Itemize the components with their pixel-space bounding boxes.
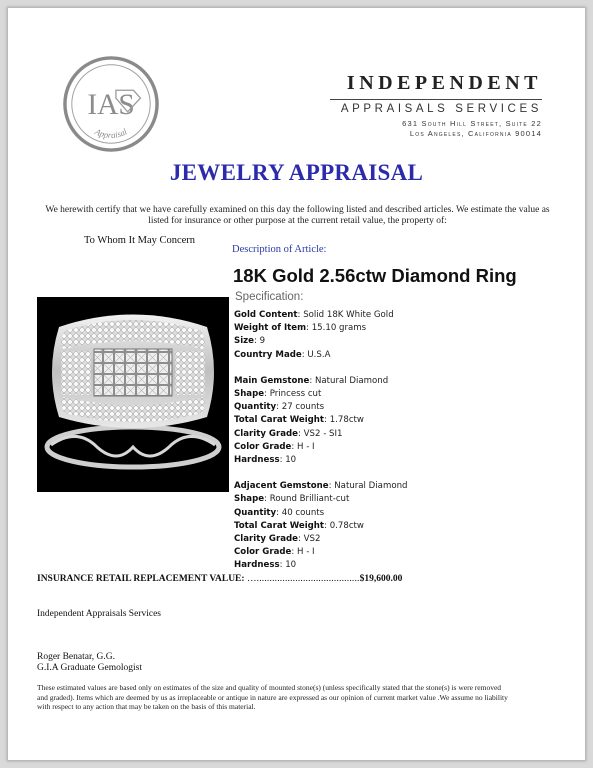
description-label: Description of Article: — [232, 244, 327, 255]
specification-label: Specification: — [235, 291, 304, 303]
ias-logo — [62, 55, 160, 153]
disclaimer-text: These estimated values are based only on estimates of the size and quality of mounted stone(s) (unless specifically stated that the stone(s) is were removed and graded). Items which are deemed by us as irreplaceable or antique in nature are expressed as our opinion of current market value .We assume no liability with respect to any action that may be taken on the basis of this material. — [37, 683, 508, 711]
spec-label: Total Carat Weight — [234, 520, 325, 531]
company-header — [330, 72, 542, 139]
spec-row: Total Carat Weight: 1.78ctw — [234, 415, 364, 426]
signature-company: Independent Appraisals Services — [37, 609, 161, 619]
item-title: 18K Gold 2.56ctw Diamond Ring — [233, 265, 517, 286]
spec-value: Natural Diamond — [334, 481, 408, 492]
spec-row: Country Made: U.S.A — [234, 349, 331, 360]
spec-value: U.S.A — [307, 349, 331, 360]
svg-text:Appraisal — [92, 126, 129, 140]
address-line-1: 631 South Hill Street, Suite 22 — [402, 119, 542, 128]
ring-photo — [37, 297, 229, 492]
address-line-2: Los Angeles, California 90014 — [409, 129, 542, 138]
spec-label: Gold Content — [234, 310, 298, 320]
company-address — [330, 119, 542, 139]
logo-letters: IAS — [87, 88, 135, 121]
spec-row: Quantity: 27 counts — [234, 402, 325, 413]
spec-value: VS2 - SI1 — [303, 428, 343, 439]
insurance-value-label: INSURANCE RETAIL REPLACEMENT VALUE: — [37, 574, 245, 584]
spec-value: VS2 — [303, 534, 321, 545]
company-name: INDEPENDENT — [346, 72, 542, 94]
document-title: JEWELRY APPRAISAL — [169, 160, 424, 185]
company-subtitle: APPRAISALS SERVICES — [340, 103, 542, 115]
spec-value: H - I — [297, 441, 315, 452]
spec-value: Princess cut — [269, 389, 322, 400]
appraiser-title: G.I.A Graduate Gemologist — [37, 663, 143, 673]
spec-label: Adjacent Gemstone — [234, 481, 329, 492]
spec-row: Clarity Grade: VS2 - SI1 — [234, 428, 343, 439]
spec-value: Round Brilliant-cut — [269, 494, 350, 505]
insurance-value-line — [37, 574, 402, 584]
spec-row: Shape: Round Brilliant-cut — [234, 494, 350, 505]
spec-row: Color Grade: H - I — [234, 547, 315, 558]
company-divider — [330, 99, 542, 100]
spec-row: Total Carat Weight: 0.78ctw — [234, 520, 364, 531]
spec-row: Adjacent Gemstone: Natural Diamond — [234, 481, 408, 492]
spec-label: Color Grade — [234, 441, 292, 452]
spec-label: Clarity Grade — [234, 428, 299, 439]
recipient: To Whom It May Concern — [84, 235, 196, 246]
signature-block — [37, 652, 142, 674]
spec-value: 1.78ctw — [329, 415, 364, 426]
spec-value: Natural Diamond — [314, 375, 389, 386]
spec-label: Color Grade — [234, 547, 292, 558]
spec-value: 10 — [285, 560, 297, 571]
spec-label: Quantity — [234, 507, 277, 518]
spec-label: Hardness — [234, 455, 280, 466]
intro-text: We herewith certify that we have carefully examined on this day the following listed and described articles. We estimate the value as listed for insurance or other purpose at the current retail value, the property of: — [45, 205, 550, 226]
spec-value: 15.10 grams — [311, 323, 367, 334]
spec-value: Solid 18K White Gold — [303, 310, 394, 320]
logo-ring-text: Appraisal — [93, 126, 129, 141]
spec-row: Main Gemstone: Natural Diamond — [234, 375, 389, 386]
spec-value: 27 counts — [281, 402, 325, 413]
spec-label: Shape — [234, 494, 265, 505]
spec-row: Shape: Princess cut — [234, 389, 322, 400]
insurance-value-amount: $19,600.00 — [359, 574, 403, 584]
spec-value: 9 — [259, 336, 266, 347]
appraiser-name: Roger Benatar, G.G. — [37, 652, 115, 662]
spec-row: Color Grade: H - I — [234, 441, 315, 452]
spec-value: 10 — [285, 455, 297, 466]
spec-row: Hardness: 10 — [234, 560, 297, 571]
insurance-value-dots: …........................................ — [246, 574, 360, 584]
spec-label: Main Gemstone — [234, 375, 310, 386]
spec-label: Hardness — [234, 560, 280, 571]
spec-value: H - I — [297, 547, 315, 558]
spec-row: Weight of Item: 15.10 grams — [234, 323, 367, 334]
spec-value: 40 counts — [281, 507, 325, 518]
spec-label: Size — [234, 336, 254, 347]
spec-label: Weight of Item — [234, 323, 307, 334]
spec-row: Size: 9 — [234, 336, 266, 347]
spec-value: 0.78ctw — [329, 520, 364, 531]
spec-row: Clarity Grade: VS2 — [234, 534, 321, 545]
spec-label: Total Carat Weight — [234, 415, 325, 426]
spec-label: Clarity Grade — [234, 534, 299, 545]
spec-row: Hardness: 10 — [234, 455, 297, 466]
spec-row: Gold Content: Solid 18K White Gold — [234, 310, 394, 320]
spec-label: Country Made — [234, 349, 302, 360]
spec-row: Quantity: 40 counts — [234, 507, 325, 518]
spec-label: Shape — [234, 389, 265, 400]
spec-label: Quantity — [234, 402, 277, 413]
specification-list — [234, 309, 407, 573]
